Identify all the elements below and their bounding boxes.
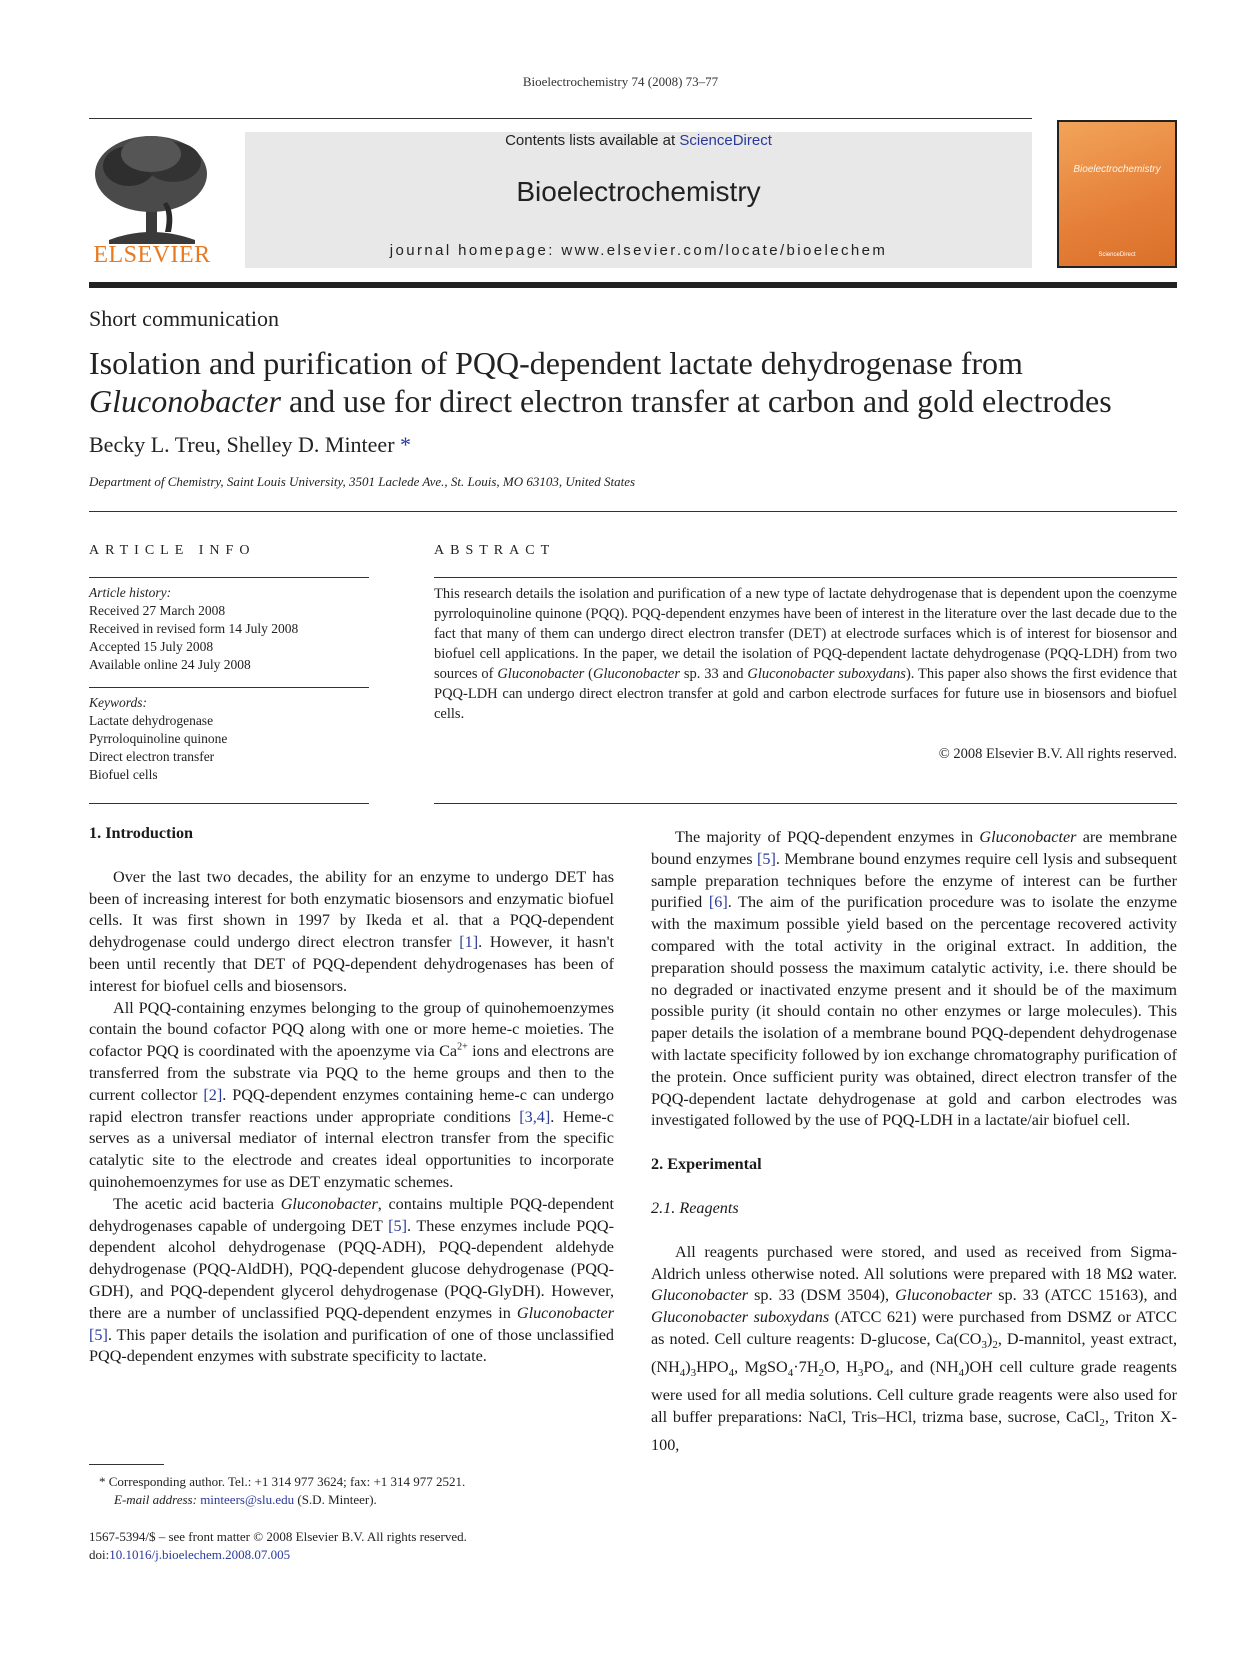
footnote-star: *	[99, 1474, 106, 1489]
text-run: PO	[863, 1357, 885, 1376]
text-run: . However, it hasn't been until recently that DET of PQQ-dependent dehydrogenases has been of interest for biofuel cells and biosensors.	[89, 933, 614, 995]
italic-run: Gluconobacter suboxydans	[651, 1308, 830, 1327]
article-info-heading: ARTICLE INFO	[89, 543, 256, 558]
keyword-item: Direct electron transfer	[89, 749, 215, 764]
subscript: 4	[884, 1367, 890, 1380]
article-info-rule-3	[89, 803, 369, 804]
text-run: Over the last two decades, the ability for an enzyme to undergo DET has been of increasing interest for both enzymatic biosensors and enzymatic biofuel cells. It was first shown in 1997 by Ikeda et al. that a PQQ-dependent dehydrogenase could undergo direct electron transfer	[89, 867, 614, 952]
intro-paragraph-2	[89, 998, 614, 1194]
ref-link[interactable]: [5]	[388, 1216, 407, 1235]
doi-prefix: doi:	[89, 1547, 110, 1562]
corresponding-author-mark[interactable]: *	[400, 432, 412, 457]
intro-heading: 1. Introduction	[89, 824, 194, 842]
history-accepted: Accepted 15 July 2008	[89, 639, 214, 654]
text-run: )	[986, 1329, 993, 1348]
abstract-part: sp. 33 and	[679, 666, 748, 682]
text-run: , Triton X-100,	[651, 1407, 1178, 1454]
abstract-part: (	[584, 666, 593, 682]
article-history	[89, 584, 369, 674]
text-run: D-glucose, Ca(CO	[859, 1329, 982, 1348]
intro-paragraph-4	[651, 827, 1177, 1132]
cover-title: Bioelectrochemistry	[1073, 164, 1161, 175]
author-list	[89, 432, 411, 458]
article-info-rule	[89, 577, 369, 578]
abstract-italic: Gluconobacter	[593, 666, 680, 682]
keyword-item: Pyrroloquinoline quinone	[89, 731, 228, 746]
doi-line	[89, 1546, 629, 1564]
front-matter	[89, 1528, 629, 1564]
title-genus: Gluconobacter	[89, 383, 281, 419]
subscript: 3	[857, 1367, 864, 1380]
text-run: . The aim of the purification procedure was to isolate the enzyme with the maximum possible yield based on the percentage recovered activity compared with the total activity in the original extract. In addition, the preparation should possess the maximum catalytic activity, i.e. there should be no degraded or inactivated enzyme present and it should be of the maximum possible purity (it should contain no other enzymes or large molecules). This paper details the isolation of a membrane bound PQQ-dependent dehydrogenase with lactate specificity followed by ion exchange chromatography purification of the protein. Once sufficient purity was obtained, direct electron transfer of the PQQ-dependent lactate dehydrogenase at gold and carbon electrodes was investigated followed by the use of PQQ-LDH in a lactate/air biofuel cell.	[651, 893, 1178, 1130]
authors-text: Becky L. Treu, Shelley D. Minteer	[89, 432, 401, 457]
publisher-wordmark: ELSEVIER	[93, 242, 211, 268]
keyword-item: Lactate dehydrogenase	[89, 713, 214, 728]
contents-prefix: Contents lists available at	[505, 132, 680, 149]
right-column	[651, 827, 1177, 1457]
abstract-heading: ABSTRACT	[434, 543, 556, 558]
footnote-line-2	[89, 1491, 629, 1509]
text-run: . PQQ-dependent enzymes containing heme-c can undergo rapid electron transfer reactions under appropriate conditions	[89, 1085, 614, 1126]
journal-title: Bioelectrochemistry	[516, 176, 761, 207]
subscript: 4	[728, 1367, 735, 1380]
subscript: 3	[981, 1339, 987, 1352]
journal-cover-thumbnail	[1057, 120, 1177, 268]
text-run: O, H	[823, 1357, 858, 1376]
affiliation: Department of Chemistry, Saint Louis University, 3501 Laclede Ave., St. Louis, MO 63103, United States	[89, 474, 636, 489]
experimental-heading: 2. Experimental	[651, 1155, 762, 1174]
italic-run: Gluconobacter	[516, 1303, 614, 1322]
sciencedirect-link[interactable]: ScienceDirect	[679, 132, 772, 149]
email-link[interactable]: minteers@slu.edu	[200, 1492, 295, 1507]
ref-link[interactable]: [3,4]	[519, 1107, 551, 1126]
reagents-heading: 2.1. Reagents	[651, 1198, 739, 1217]
text-run: ·7H	[793, 1357, 819, 1376]
article-type: Short communication	[89, 306, 280, 331]
text-run: , MgSO	[734, 1357, 788, 1376]
keywords-label: Keywords:	[89, 695, 147, 710]
intro-paragraph-1	[89, 867, 614, 998]
text-run: , contains multiple PQQ-dependent dehydrogenases capable of undergoing DET	[89, 1194, 614, 1235]
footnote-line-1	[89, 1473, 629, 1491]
elsevier-logo	[89, 132, 215, 272]
text-run: sp. 33 (ATCC 15163), and	[992, 1286, 1177, 1305]
italic-run: Gluconobacter	[895, 1286, 993, 1305]
abstract-text	[434, 584, 1177, 724]
title-line-2	[89, 382, 1189, 420]
abstract-copyright: © 2008 Elsevier B.V. All rights reserved.	[938, 746, 1177, 762]
ref-link[interactable]: [5]	[89, 1325, 108, 1344]
history-received: Received 27 March 2008	[89, 603, 226, 618]
title-line-2-rest: and use for direct electron transfer at carbon and gold electrodes	[280, 383, 1112, 419]
subscript: 2	[992, 1339, 998, 1352]
abstract-part: This research details the isolation and purification of a new type of lactate dehydrogenase that is dependent upon the coenzyme pyrroloquinoline quinone (PQQ). PQQ-dependent enzymes have been of interest in the literature over the last decade due to the fact that many of them can undergo direct electron transfer (DET) at electrode surfaces which is of interest for biosensor and biofuel cell applications. In the paper, we detail the isolation of PQQ-dependent lactate dehydrogenase (PQQ-LDH) from two sources of	[434, 586, 1177, 682]
text-run: , and (NH	[889, 1357, 959, 1376]
text-run: . Membrane bound enzymes require cell lysis and subsequent sample preparation techniques before the enzyme of interest can be further purified	[651, 849, 1177, 912]
history-revised: Received in revised form 14 July 2008	[89, 621, 299, 636]
article-title	[89, 344, 1189, 420]
doi-link[interactable]: 10.1016/j.bioelechem.2008.07.005	[109, 1547, 291, 1562]
abstract-rule	[434, 577, 1177, 578]
subscript: 3	[690, 1367, 697, 1380]
text-run: sp. 33 (DSM 3504),	[748, 1286, 896, 1305]
email-label: E-mail address:	[114, 1492, 197, 1507]
text-run: All reagents purchased were stored, and used as received from Sigma-Aldrich unless otherwise noted. All solutions were prepared with 18 MΩ water.	[651, 1242, 1177, 1283]
history-label: Article history:	[89, 585, 172, 600]
text-run: The majority of PQQ-dependent enzymes in	[675, 828, 980, 846]
header-divider	[89, 511, 1177, 512]
text-run: . This paper details the isolation and purification of one of those unclassified PQQ-dependent enzymes with substrate specificity to lactate.	[89, 1325, 614, 1366]
abstract-bottom-rule	[434, 803, 1177, 804]
subscript: 2	[1099, 1417, 1105, 1430]
issn-line: 1567-5394/$ – see front matter © 2008 Elsevier B.V. All rights reserved.	[89, 1529, 467, 1544]
history-online: Available online 24 July 2008	[89, 657, 251, 672]
ref-link[interactable]: [1]	[459, 933, 479, 952]
abstract-italic: Gluconobacter	[497, 666, 585, 682]
subscript: 4	[958, 1367, 965, 1380]
text-run: )OH cell culture grade reagents were used for all media solutions. Cell culture grade reagents were also used for all buffer preparations: NaCl, Tris–HCl, trizma base, sucrose, CaCl	[651, 1357, 1177, 1426]
footnote-rule	[89, 1464, 164, 1465]
intro-paragraph-3	[89, 1194, 614, 1368]
left-column	[89, 823, 614, 1368]
article-info-rule-2	[89, 687, 369, 688]
italic-run: Gluconobacter	[280, 1194, 378, 1213]
text-run: . Heme-c serves as a universal mediator of internal electron transfer from the specific catalytic site to the electrode and creates ideal opportunities to incorporate quinohemoenzymes for use as DET enzymatic schemes.	[89, 1107, 614, 1191]
text-run: ions and electrons are transferred from the substrate via PQQ to the heme groups and then to the current collector	[89, 1042, 614, 1104]
title-line-1: Isolation and purification of PQQ-dependent lactate dehydrogenase from	[89, 345, 1023, 381]
footnote-text: Corresponding author. Tel.: +1 314 977 3624; fax: +1 314 977 2521.	[105, 1474, 466, 1489]
text-run: are membrane bound enzymes	[651, 828, 1178, 868]
ref-link[interactable]: [6]	[708, 893, 728, 912]
abstract-part: ). This paper also shows the first evidence that PQQ-LDH can undergo direct electron transfer at gold and carbon electrode surfaces for future use in biosensors and biofuel cells.	[434, 666, 1177, 722]
abstract-italic: Gluconobacter suboxydans	[747, 666, 906, 682]
header-thick-rule	[89, 282, 1177, 288]
email-suffix: (S.D. Minteer).	[294, 1492, 377, 1507]
ref-link[interactable]: [5]	[757, 849, 776, 868]
corresponding-footnote	[89, 1473, 629, 1509]
keyword-item: Biofuel cells	[89, 767, 158, 782]
header-rule	[89, 118, 1032, 119]
text-run: The acetic acid bacteria	[113, 1194, 281, 1213]
text-run: HPO	[696, 1357, 729, 1376]
text-run: . These enzymes include PQQ-dependent alcohol dehydrogenase (PQQ-ADH), PQQ-dependent aldehyde dehydrogenase (PQQ-AldDH), PQQ-dependent glucose dehydrogenase (PQQ-GDH), and PQQ-dependent glycerol dehydrogenase (PQQ-GlyDH). However, there are a number of unclassified PQQ-dependent enzymes in	[89, 1216, 614, 1322]
subscript: 4	[679, 1367, 686, 1380]
reagents-paragraph	[651, 1242, 1177, 1457]
cover-publisher: ScienceDirect	[1098, 252, 1136, 258]
running-head: Bioelectrochemistry 74 (2008) 73–77	[522, 74, 719, 89]
keywords	[89, 694, 369, 784]
text-run: (ATCC 621) were purchased from DSMZ or ATCC as noted. Cell culture reagents:	[651, 1308, 1178, 1348]
text-run: All PQQ-containing enzymes belonging to the group of quinohemoenzymes contain the bound cofactor PQQ along with one or more heme-c moieties. The cofactor PQQ is coordinated with the apoenzyme via Ca	[89, 998, 614, 1061]
contents-line	[245, 132, 1032, 149]
superscript: 2+	[457, 1041, 468, 1053]
italic-run: Gluconobacter	[979, 828, 1077, 846]
text-run: , D-mannitol, yeast extract, (NH	[651, 1329, 1177, 1376]
journal-homepage[interactable]: journal homepage: www.elsevier.com/locate/bioelechem	[389, 242, 888, 259]
subscript: 4	[787, 1367, 794, 1380]
subscript: 2	[818, 1367, 824, 1380]
italic-run: Gluconobacter	[651, 1286, 749, 1305]
text-run: )	[685, 1357, 691, 1376]
ref-link[interactable]: [2]	[203, 1085, 223, 1104]
